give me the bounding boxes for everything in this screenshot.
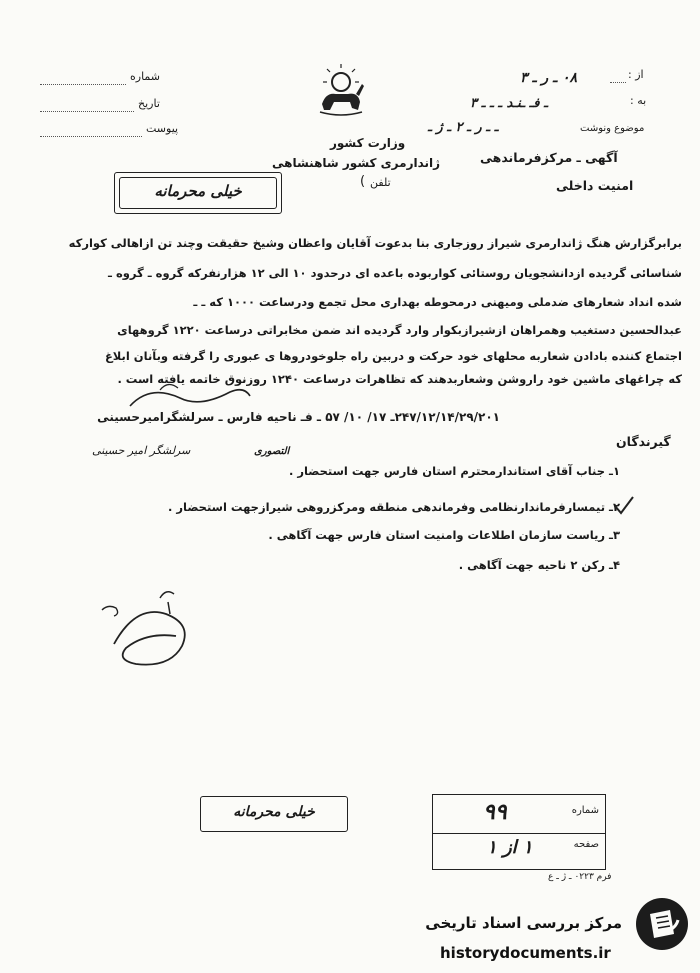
- copy-label: التصوری: [254, 446, 290, 457]
- number-line: [40, 84, 126, 85]
- number-label: شماره: [130, 70, 161, 83]
- date-label: تاریخ: [138, 97, 160, 110]
- recipient-item-1: ۱ـ جناب آقای استاندارمحترم استان فارس جهت استحضار .: [289, 464, 620, 478]
- recipient-item-4: ۴ـ رکن ۲ ناحیه جهت آگاهی .: [458, 558, 620, 572]
- subject-value: ـ ـ ر ـ ۲ ـ ژ ـ: [428, 120, 499, 135]
- body-line-2: شناسائی گردیده ازدانشجویان روستائی کواربوده باعده ای درحدود ۱۰ الی ۱۲ هزارنفرکه گروه ـ گروه ـ: [108, 266, 682, 280]
- reference-number: ۲۴۷/۱۲/۱۴/۲۹/۲۰۱ـ ۱۷/ ۱۰/ ۵۷ ـ فـ ناحیه فارس ـ سرلشگرامیرحسینی: [97, 410, 500, 424]
- check-mark-icon: [612, 494, 636, 516]
- recipient-line-1: آگهی ـ مرکزفرماندهی: [480, 150, 618, 165]
- register-number-label: شماره: [571, 805, 599, 816]
- lion-and-sun-emblem-icon: [312, 60, 370, 118]
- attachment-line: [40, 136, 142, 137]
- register-number-value: ۹۹: [483, 799, 507, 825]
- recipient-item-3: ۳ـ ریاست سازمان اطلاعات وامنیت استان فارس جهت آگاهی .: [268, 528, 620, 542]
- body-line-6: که چراغهای ماشین خود راروشن وشعاربدهند که تظاهرات درساعت ۱۲۴۰ روزنوق خاتمه یافته است .: [117, 372, 682, 386]
- body-line-5: اجتماع کننده بادادن شعاربه محلهای خود حرکت و دربین راه جلوخودروها ی عبوری را گرفته وبآنان ابلاغ: [104, 349, 682, 363]
- from-value: ۰۸ ـ ر ـ ۳: [520, 70, 578, 86]
- form-code: فرم ۰۲۲۳ ـ ژ ـ ع: [548, 872, 612, 882]
- bottom-stamp-text: خیلی محرمانه: [233, 804, 315, 820]
- handwritten-signature-icon: [96, 584, 206, 680]
- to-label: به :: [630, 94, 647, 107]
- signer-name: سرلشگر امیر حسینی: [92, 444, 191, 457]
- body-line-1: برابرگزارش هنگ ژاندارمری شیراز روزجاری بنا بدعوت آقایان واعظان وشیخ حقیقت وچند تن ازاهالی کوارکه: [68, 236, 682, 250]
- gendarmerie-title: ژاندارمری کشور شاهنشاهی: [272, 156, 441, 170]
- recipient-line-2: امنیت داخلی: [556, 178, 634, 193]
- from-label: از :: [628, 68, 644, 81]
- classification-stamp-text: خیلی محرمانه: [154, 182, 242, 200]
- bottom-classification-stamp: [200, 796, 348, 832]
- phone-label: تلفن: [370, 176, 391, 189]
- classification-stamp: [114, 172, 282, 214]
- date-line: [40, 111, 134, 112]
- footer-org-name: مرکز بررسی اسناد تاریخی: [425, 914, 622, 932]
- ministry-title: وزارت کشور: [330, 136, 406, 150]
- recipient-item-2: ۲ـ تیمسارفرماندارنظامی وفرماندهی منطقه ومرکزروهی شیرازجهت استحضار .: [168, 500, 620, 514]
- footer-website[interactable]: historydocuments.ir: [440, 944, 611, 962]
- phone-paren: (: [360, 174, 366, 189]
- register-box: [432, 794, 606, 870]
- body-line-3: شده انداد شعارهای ضدملی ومیهنی درمحوطه بهداری محل تجمع ودرساعت ۱۰۰۰ که ـ ـ: [193, 295, 682, 309]
- attachment-label: پیوست: [146, 122, 179, 135]
- to-value: ـ فـ ـنـد ـ ـ ـ ۳: [470, 96, 548, 111]
- from-dots: [610, 82, 626, 83]
- page-label: صفحه: [573, 839, 599, 850]
- archive-logo-icon: [636, 898, 688, 950]
- page-value: ۱ از ۱: [487, 837, 533, 858]
- recipients-heading: گیرندگان: [616, 434, 671, 449]
- body-line-4: عبدالحسین دستغیب وهمراهان ازشیرازبکوار وارد گردیده اند ضمن مخابراتی درساعت ۱۲۲۰ گروههای: [117, 323, 682, 337]
- subject-label: موضوع ونوشت: [580, 123, 645, 134]
